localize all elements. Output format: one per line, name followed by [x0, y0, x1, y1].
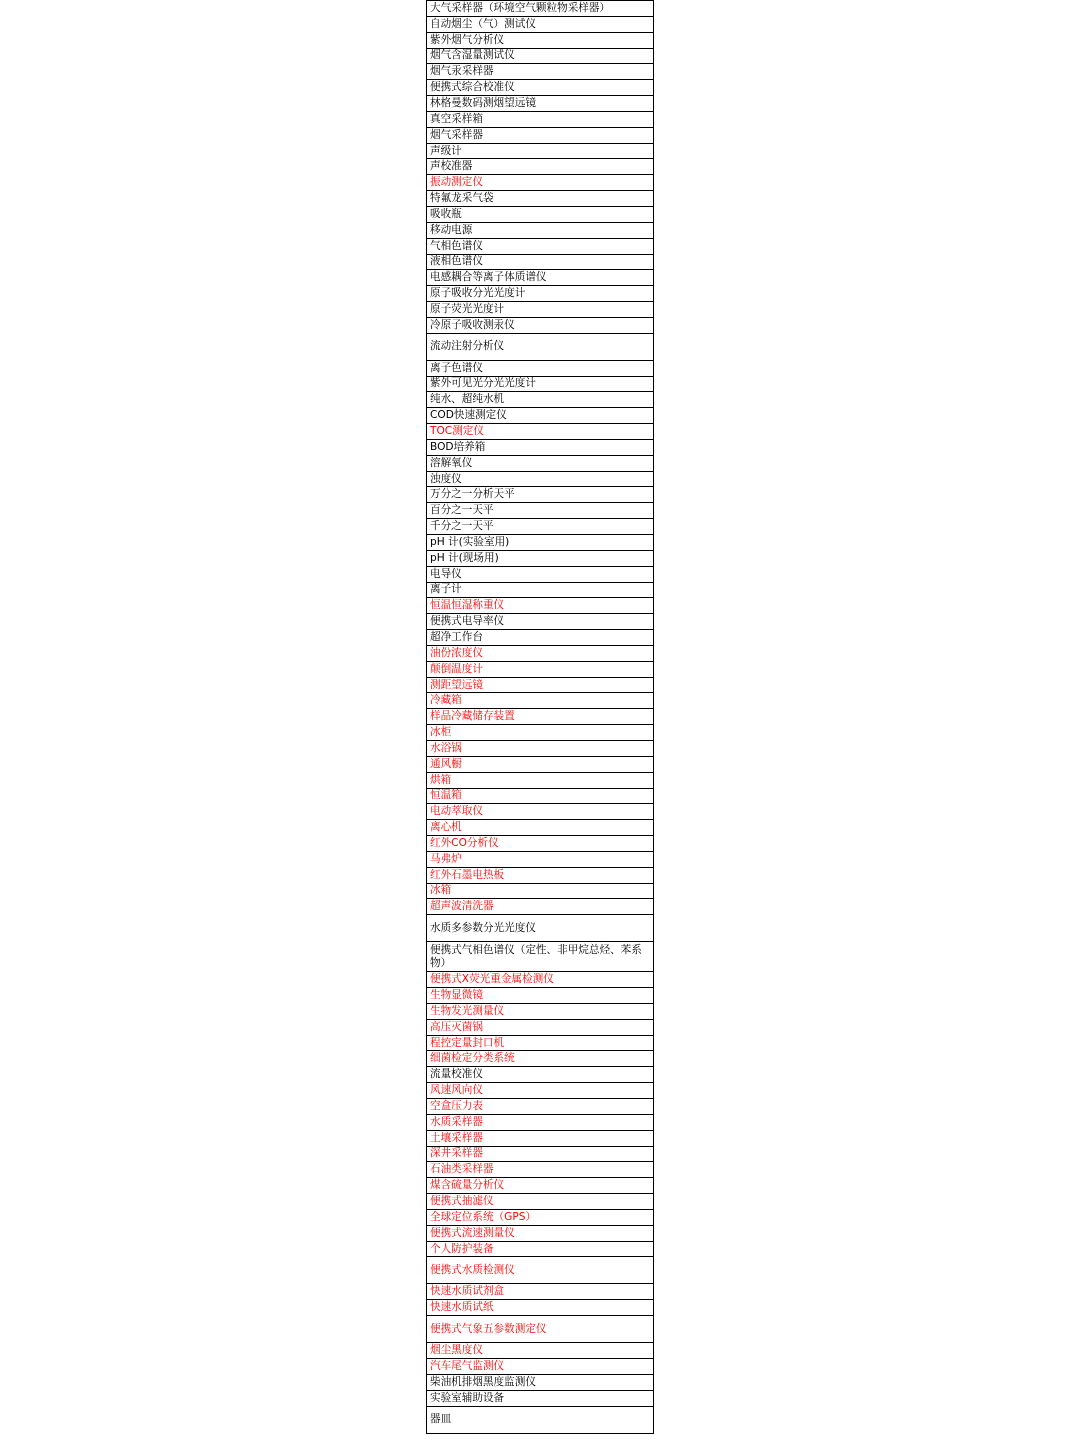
- table-row: 移动电源: [427, 223, 653, 239]
- table-row: 程控定量封口机: [427, 1036, 653, 1052]
- table-row: 吸收瓶: [427, 207, 653, 223]
- table-row: 柴油机排烟黑度监测仪: [427, 1375, 653, 1391]
- table-row: 气相色谱仪: [427, 239, 653, 255]
- table-row: 烟尘黑度仪: [427, 1343, 653, 1359]
- table-row: 流动注射分析仪: [427, 334, 653, 361]
- table-row: 红外石墨电热板: [427, 868, 653, 884]
- table-row: 振动测定仪: [427, 175, 653, 191]
- table-row: 煤含硫量分析仪: [427, 1178, 653, 1194]
- table-row: 超净工作台: [427, 630, 653, 646]
- table-row: pH 计(实验室用): [427, 535, 653, 551]
- table-row: 电感耦合等离子体质谱仪: [427, 270, 653, 286]
- table-row: 原子荧光光度计: [427, 302, 653, 318]
- table-row: 器皿: [427, 1407, 653, 1434]
- table-row: 声级计: [427, 144, 653, 160]
- table-row: 便携式水质检测仪: [427, 1257, 653, 1284]
- table-row: 恒温恒湿称重仪: [427, 598, 653, 614]
- table-row: 离子计: [427, 583, 653, 599]
- table-row: 马弗炉: [427, 852, 653, 868]
- table-row: 测距望远镜: [427, 678, 653, 694]
- table-row: 土壤采样器: [427, 1131, 653, 1147]
- table-row: 生物显微镜: [427, 988, 653, 1004]
- table-row: 冷藏箱: [427, 693, 653, 709]
- table-row: 烟气汞采样器: [427, 64, 653, 80]
- table-row: 快速水质试剂盒: [427, 1284, 653, 1300]
- table-row: 原子吸收分光光度计: [427, 286, 653, 302]
- table-row: 恒温箱: [427, 789, 653, 805]
- table-row: 千分之一天平: [427, 519, 653, 535]
- table-row: 便携式流速测量仪: [427, 1226, 653, 1242]
- table-row: 水质采样器: [427, 1115, 653, 1131]
- table-row: 生物发光测量仪: [427, 1004, 653, 1020]
- table-row: 超声波清洗器: [427, 899, 653, 915]
- table-row: 高压灭菌锅: [427, 1020, 653, 1036]
- table-row: 冰箱: [427, 884, 653, 900]
- table-row: 百分之一天平: [427, 503, 653, 519]
- table-row: 电动萃取仪: [427, 804, 653, 820]
- table-row: BOD培养箱: [427, 440, 653, 456]
- table-row: 万分之一分析天平: [427, 487, 653, 503]
- table-row: 空盒压力表: [427, 1099, 653, 1115]
- table-row: 油份浓度仪: [427, 646, 653, 662]
- table-row: 浊度仪: [427, 472, 653, 488]
- table-row: 细菌检定分类系统: [427, 1051, 653, 1067]
- table-row: TOC测定仪: [427, 424, 653, 440]
- table-row: 水质多参数分光光度仪: [427, 915, 653, 942]
- table-row: 风速风向仪: [427, 1083, 653, 1099]
- table-row: 便携式X荧光重金属检测仪: [427, 972, 653, 988]
- table-row: 液相色谱仪: [427, 255, 653, 271]
- table-row: 电导仪: [427, 567, 653, 583]
- table-row: 个人防护装备: [427, 1242, 653, 1258]
- table-row: 汽车尾气监测仪: [427, 1359, 653, 1375]
- table-row: 烟气含湿量测试仪: [427, 49, 653, 65]
- table-row: 林格曼数码测烟望远镜: [427, 96, 653, 112]
- table-row: COD快速测定仪: [427, 408, 653, 424]
- table-row: 全球定位系统（GPS）: [427, 1210, 653, 1226]
- table-row: 便携式气象五参数测定仪: [427, 1316, 653, 1343]
- table-row: 离子色谱仪: [427, 361, 653, 377]
- table-row: 大气采样器（环境空气颗粒物采样器）: [427, 1, 653, 17]
- table-row: 深井采样器: [427, 1147, 653, 1163]
- table-row: 快速水质试纸: [427, 1300, 653, 1316]
- table-row: 水浴锅: [427, 741, 653, 757]
- table-row: 声校准器: [427, 159, 653, 175]
- table-row: 便携式气相色谱仪（定性、非甲烷总烃、苯系物）: [427, 942, 653, 972]
- table-row: 通风橱: [427, 757, 653, 773]
- table-row: 实验室辅助设备: [427, 1391, 653, 1407]
- table-row: 便携式综合校准仪: [427, 80, 653, 96]
- table-row: 溶解氧仪: [427, 456, 653, 472]
- table-row: 真空采样箱: [427, 112, 653, 128]
- table-row: 烘箱: [427, 773, 653, 789]
- table-row: 紫外可见光分光光度计: [427, 377, 653, 393]
- table-row: 烟气采样器: [427, 128, 653, 144]
- table-row: 冷原子吸收测汞仪: [427, 318, 653, 334]
- table-row: 紫外烟气分析仪: [427, 33, 653, 49]
- table-row: 石油类采样器: [427, 1162, 653, 1178]
- table-row: 特氟龙采气袋: [427, 191, 653, 207]
- table-row: 红外CO分析仪: [427, 836, 653, 852]
- table-row: 冰柜: [427, 725, 653, 741]
- table-row: 便携式抽滤仪: [427, 1194, 653, 1210]
- table-row: 流量校准仪: [427, 1067, 653, 1083]
- table-row: 离心机: [427, 820, 653, 836]
- table-row: 自动烟尘（气）测试仪: [427, 17, 653, 33]
- table-row: 样品冷藏储存装置: [427, 709, 653, 725]
- table-row: pH 计(现场用): [427, 551, 653, 567]
- table-row: 颠倒温度计: [427, 662, 653, 678]
- table-row: 便携式电导率仪: [427, 614, 653, 630]
- equipment-table: [426, 0, 654, 1434]
- table-row: 纯水、超纯水机: [427, 392, 653, 408]
